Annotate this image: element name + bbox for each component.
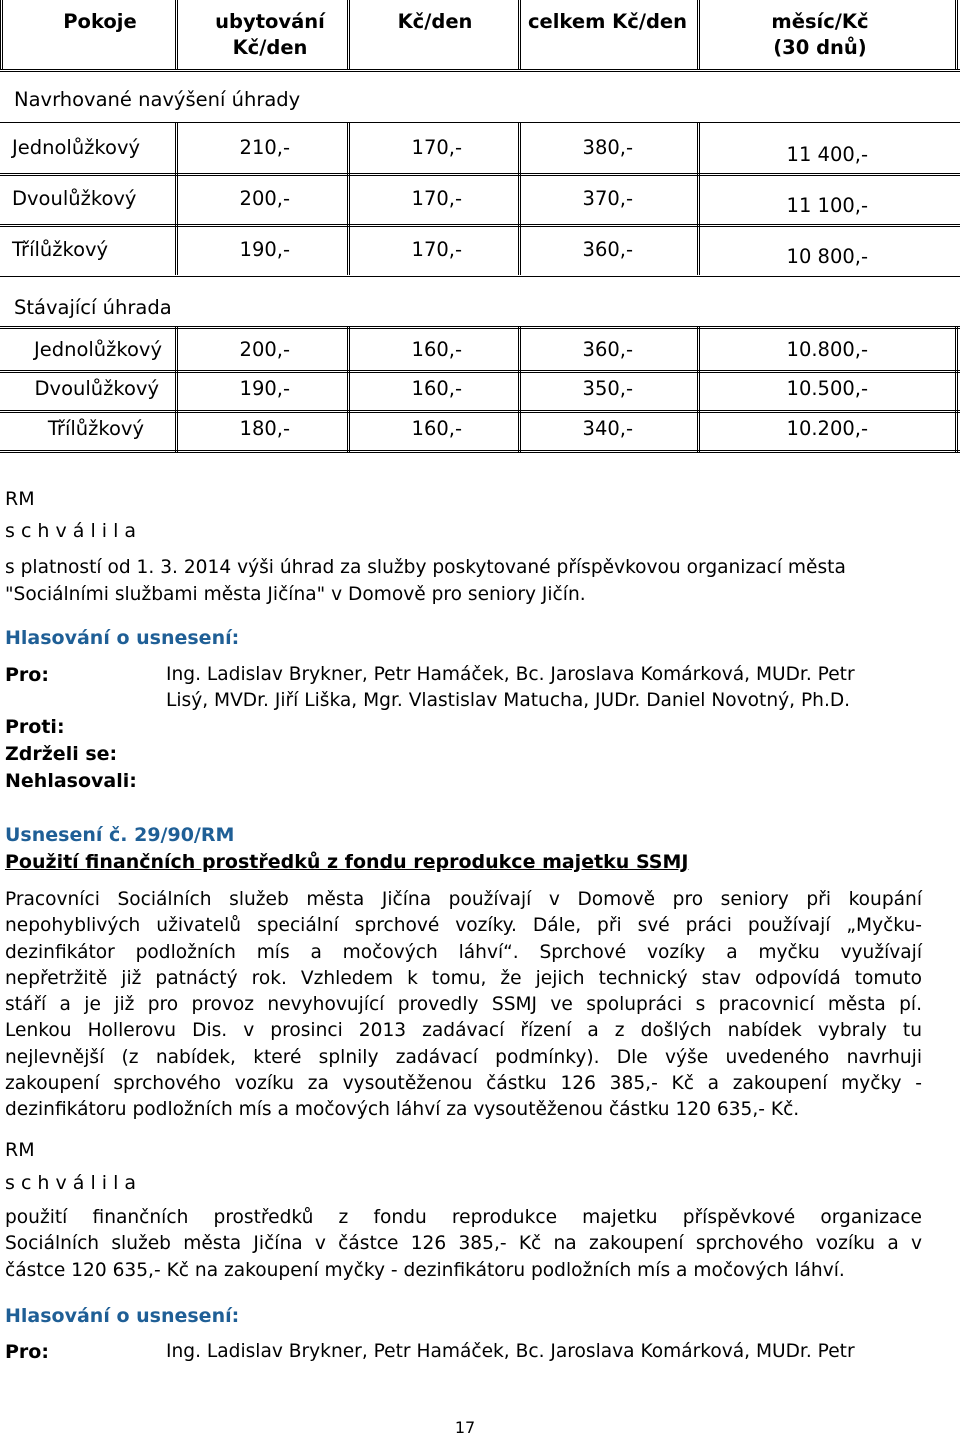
cell-value: 160,- (411, 338, 462, 361)
col-divider (697, 0, 700, 70)
vote-proti-label: Proti: (5, 716, 65, 738)
resolution-text: "Sociálními službami města Jičína" v Domově pro seniory Jičín. (5, 584, 586, 605)
row-divider (0, 224, 960, 227)
room-type: Jednolůžkový (12, 136, 141, 159)
room-type: Jednolůžkový (33, 338, 162, 361)
col-divider (518, 326, 521, 452)
cell-value: 340,- (582, 417, 633, 440)
section-title-new: Navrhované navýšení úhrady (14, 88, 301, 111)
header-celkem: celkem Kč/den (527, 10, 688, 33)
vote-pro-label: Pro: (5, 1341, 49, 1363)
row-divider (0, 410, 960, 413)
header-ubytovani: ubytování Kč/den (215, 10, 325, 59)
resolution-paragraph: Pracovníci Sociálních služeb města Jičína používají v Domově pro seniory při koupání nepohyblivých uživatelů speciální sprchové vozíky. Dále, při své práci používají „Myčku- dezinfikátor podložních mís a močových láhví“. Sprchové vozíky a myčku využívají nepřetržitě již patnáctý rok. Vzhledem k tomu, že jejich technický stav odpovídá tomuto stáří a je již pro provoz nevyhovující provedly SSMJ ve spolupráci s pracovnicí města pí. Lenkou Hollerovu Dis. v prosinci 2013 zadávací řízení a z došlých nabídek vybraly tu nejlevnější (z nabídek, které splnily zadávací podmínky). Dle výše uvedeného navrhuji zakoupení sprchového vozíku za vysoutěženou částku 126 385,- Kč a zakoupení myčky - dezinfikátoru podložních mís a močových láhví za vysoutěženou částku 120 635,- Kč. (5, 889, 922, 1121)
col-divider (0, 0, 3, 70)
cell-value: 170,- (411, 136, 462, 159)
room-type: Třílůžkový (47, 417, 144, 440)
col-divider (175, 326, 178, 452)
cell-value: 350,- (582, 377, 633, 400)
cell-value: 11 400,- (786, 143, 868, 166)
room-type: Dvoulůžkový (12, 187, 137, 210)
vote-title: Hlasování o usnesení: (5, 1305, 240, 1327)
col-divider (955, 326, 958, 452)
cell-value: 160,- (411, 377, 462, 400)
vote-pro-label: Pro: (5, 664, 49, 686)
decision-paragraph: použití finančních prostředků z fondu reprodukce majetku příspěvkové organizace Sociálních služeb města Jičína v částce 126 385,- Kč na zakoupení sprchového vozíku a v částce 120 635,- Kč na zakoupení myčky - dezinfikátoru podložních mís a močových láhví. (5, 1207, 922, 1281)
col-divider (347, 0, 350, 70)
cell-value: 200,- (239, 338, 290, 361)
vote-zdrzeli-label: Zdrželi se: (5, 743, 118, 765)
row-divider (0, 69, 960, 72)
cell-value: 190,- (239, 238, 290, 261)
col-divider (697, 122, 700, 275)
cell-value: 11 100,- (786, 194, 868, 217)
col-divider (347, 122, 350, 275)
row-divider (0, 326, 960, 329)
room-type: Třílůžkový (12, 238, 109, 261)
cell-value: 10 800,- (786, 245, 868, 268)
cell-value: 380,- (582, 136, 633, 159)
col-divider (175, 0, 178, 70)
resolution-number: Usnesení č. 29/90/RM (5, 824, 235, 846)
vote-nehlasovali-label: Nehlasovali: (5, 770, 137, 792)
cell-value: 180,- (239, 417, 290, 440)
section-title-old: Stávající úhrada (14, 296, 172, 319)
page-number: 17 (454, 1418, 476, 1437)
fee-table (0, 0, 960, 455)
cell-value: 170,- (411, 187, 462, 210)
row-divider (0, 122, 960, 123)
row-divider (0, 450, 960, 453)
row-divider (0, 370, 960, 373)
col-divider (518, 0, 521, 70)
rm-label: RM (5, 488, 35, 510)
cell-value: 10.500,- (786, 377, 868, 400)
approved-label: s c h v á l i l a (5, 1172, 137, 1194)
approved-label: s c h v á l i l a (5, 520, 137, 542)
col-divider (518, 122, 521, 275)
header-pokoje: Pokoje (63, 10, 137, 33)
vote-pro-names: Ing. Ladislav Brykner, Petr Hamáček, Bc. Jaroslava Komárková, MUDr. Petr (166, 1341, 855, 1362)
col-divider (955, 0, 958, 70)
cell-value: 370,- (582, 187, 633, 210)
cell-value: 10.200,- (786, 417, 868, 440)
col-divider (697, 326, 700, 452)
cell-value: 170,- (411, 238, 462, 261)
vote-title: Hlasování o usnesení: (5, 627, 240, 649)
cell-value: 190,- (239, 377, 290, 400)
cell-value: 200,- (239, 187, 290, 210)
row-divider (0, 173, 960, 176)
row-divider (0, 276, 960, 277)
col-divider (347, 326, 350, 452)
resolution-title: Použití finančních prostředků z fondu reprodukce majetku SSMJ (5, 851, 689, 873)
resolution-text: s platností od 1. 3. 2014 výši úhrad za služby poskytované příspěvkovou organizací města (5, 557, 846, 578)
room-type: Dvoulůžkový (34, 377, 159, 400)
col-divider (175, 122, 178, 275)
cell-value: 10.800,- (786, 338, 868, 361)
vote-pro-names: Ing. Ladislav Brykner, Petr Hamáček, Bc. Jaroslava Komárková, MUDr. Petr (166, 664, 855, 685)
cell-value: 360,- (582, 338, 633, 361)
cell-value: 210,- (239, 136, 290, 159)
cell-value: 160,- (411, 417, 462, 440)
vote-pro-names: Lisý, MVDr. Jiří Liška, Mgr. Vlastislav Matucha, JUDr. Daniel Novotný, Ph.D. (166, 690, 851, 711)
header-kc-den: Kč/den (397, 10, 473, 33)
header-mesic: měsíc/Kč (30 dnů) (771, 10, 869, 59)
cell-value: 360,- (582, 238, 633, 261)
rm-label: RM (5, 1139, 35, 1161)
